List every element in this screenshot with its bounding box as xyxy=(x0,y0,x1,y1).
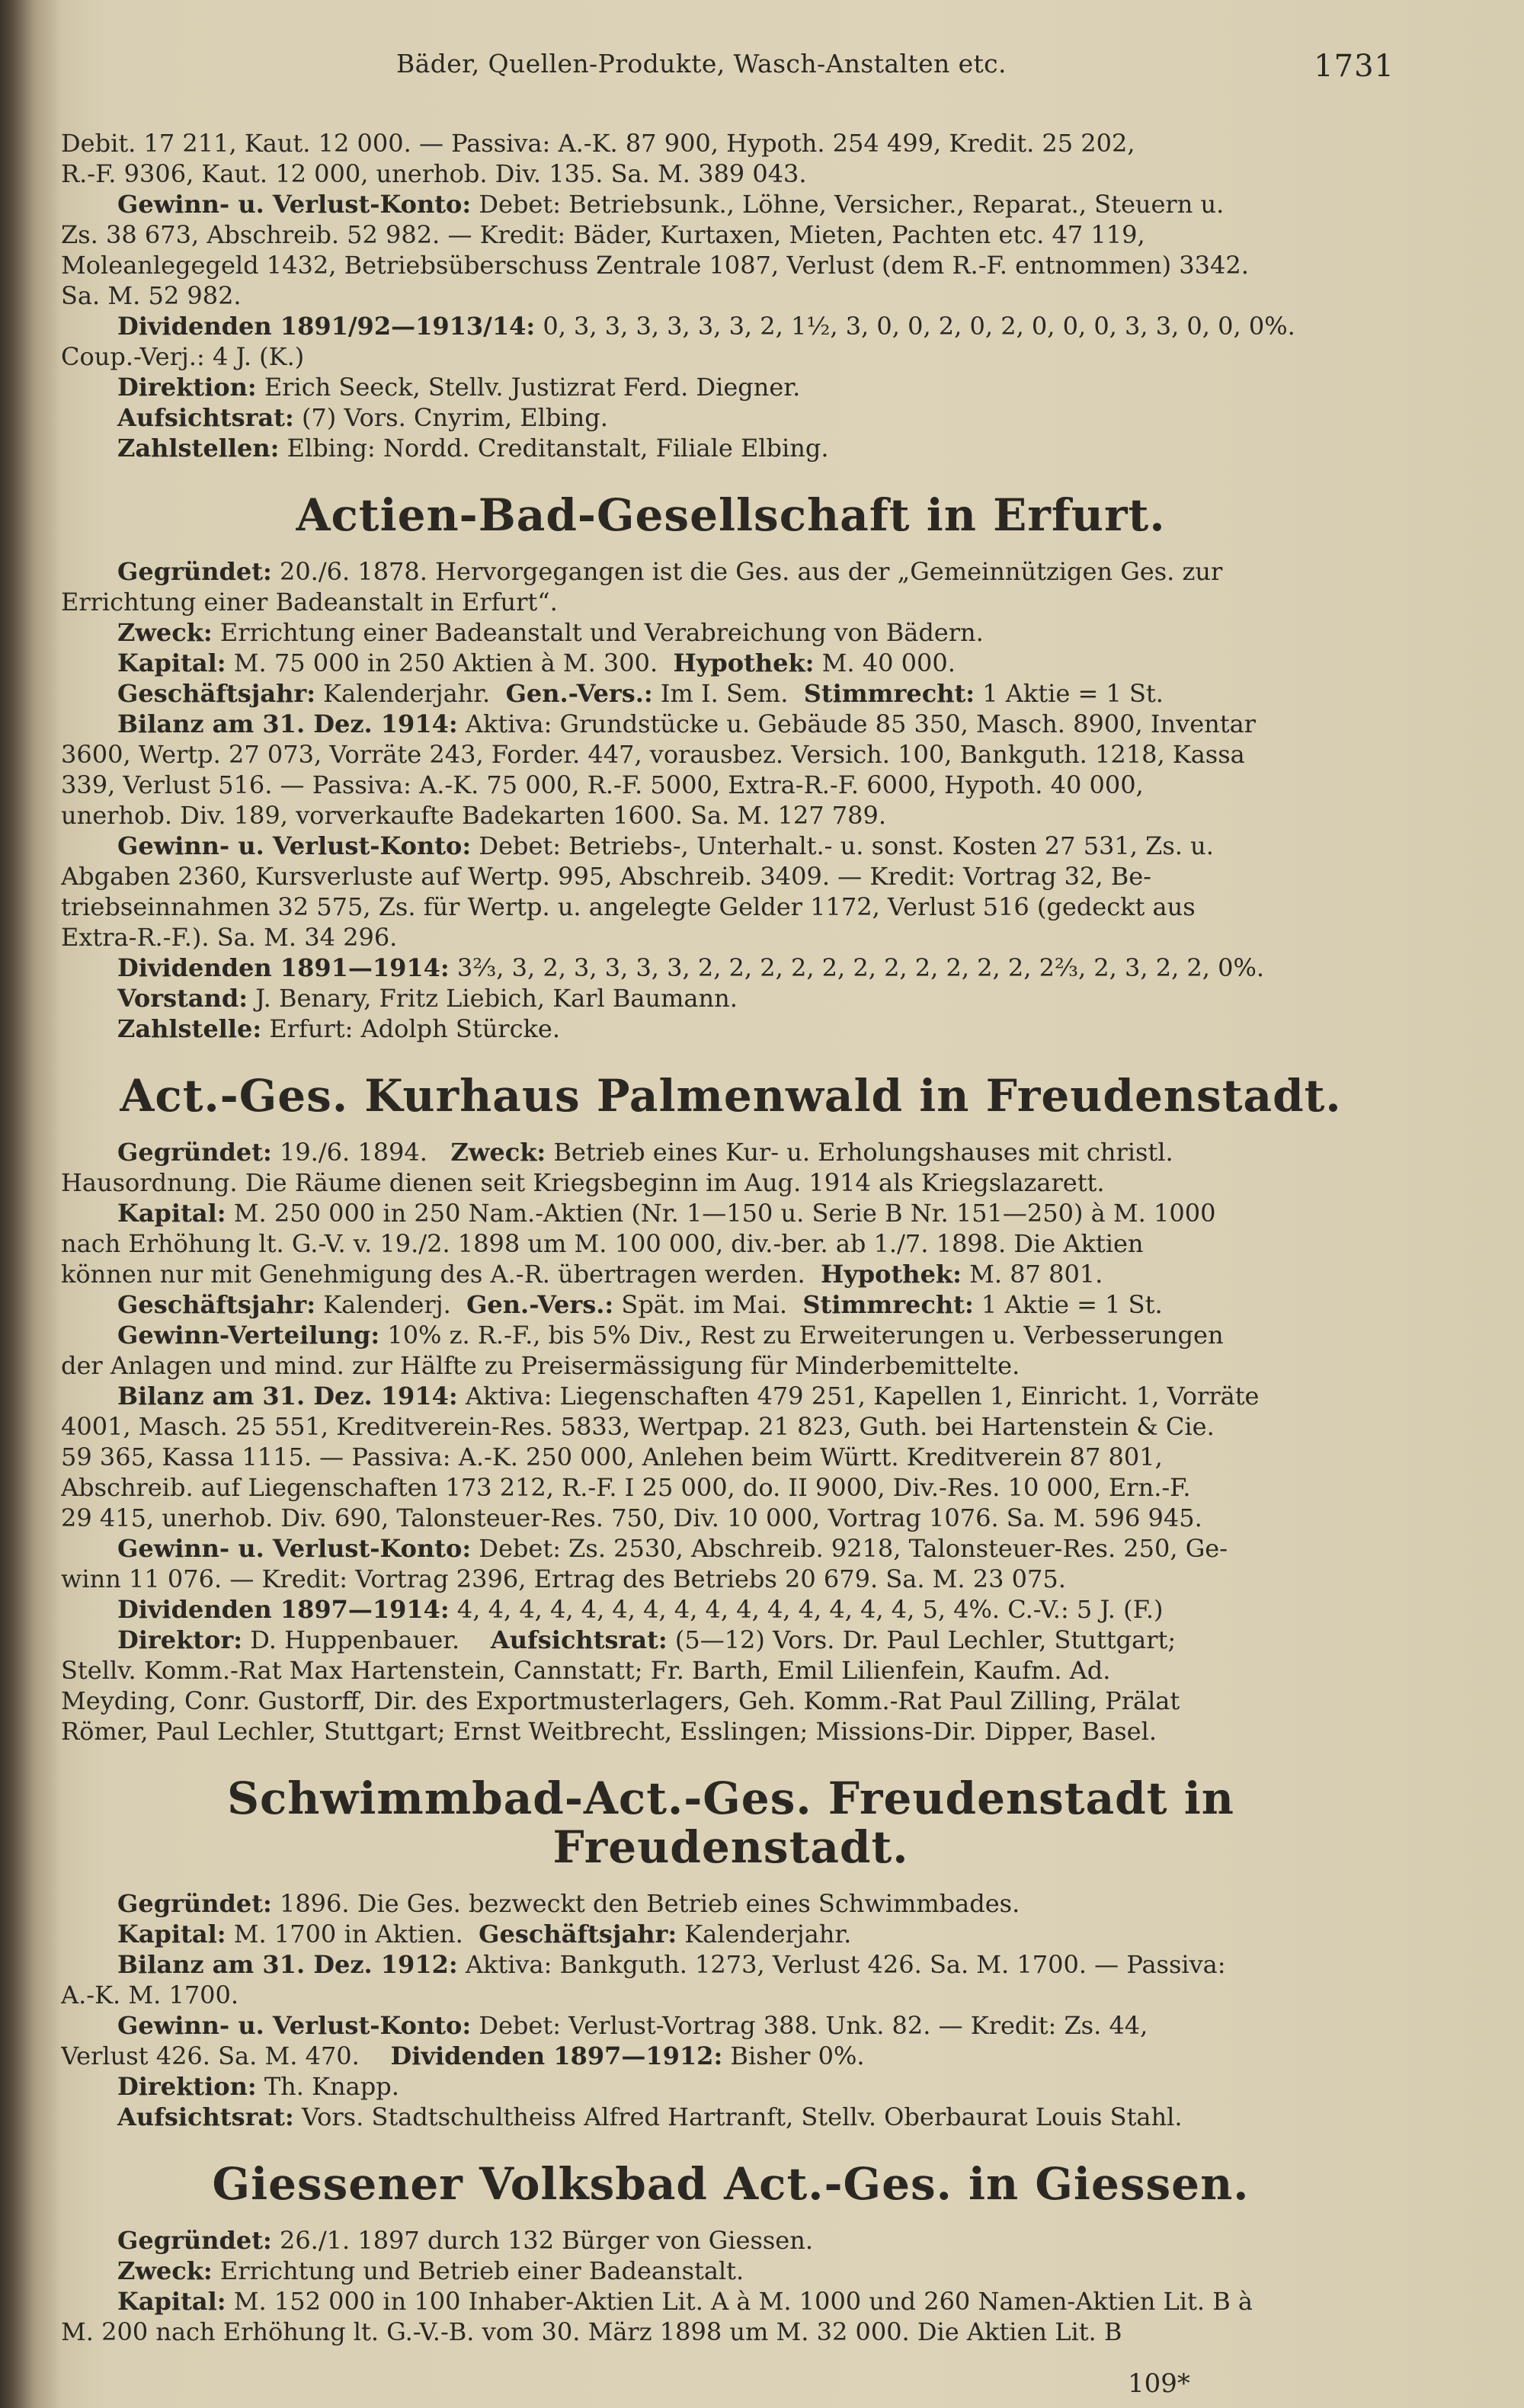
field-label: Dividenden 1897—1914: xyxy=(117,1595,450,1624)
field-label: Geschäftsjahr: xyxy=(117,679,315,708)
field-label: Aufsichtsrat: xyxy=(117,403,294,432)
text-line: R.-F. 9306, Kaut. 12 000, unerhob. Div. 135. Sa. M. 389 043. xyxy=(61,159,807,188)
text-line: 4001, Masch. 25 551, Kreditverein-Res. 5833, Wertpap. 21 823, Guth. bei Hartenstein & Cie. xyxy=(61,1412,1215,1441)
field-label: Gewinn- u. Verlust-Konto: xyxy=(117,190,472,219)
text-line: Vorstand: J. Benary, Fritz Liebich, Karl Baumann. xyxy=(117,984,738,1013)
field-label: Gen.-Vers.: xyxy=(466,1290,614,1319)
field-label: Kapital: xyxy=(117,2287,226,2316)
text-line: Gegründet: 20./6. 1878. Hervorgegangen ist die Ges. aus der „Gemeinnützigen Ges. zur xyxy=(117,557,1223,586)
text-line: Gegründet: 19./6. 1894. Zweck: Betrieb eines Kur- u. Erholungshauses mit christl. xyxy=(117,1138,1173,1167)
text-line: Zs. 38 673, Abschreib. 52 982. — Kredit: Bäder, Kurtaxen, Mieten, Pachten etc. 47 119, xyxy=(61,220,1145,249)
field-label: Zweck: xyxy=(117,2256,213,2285)
field-label: Gen.-Vers.: xyxy=(505,679,653,708)
text-line: Kapital: M. 1700 in Aktien. Geschäftsjahr: Kalenderjahr. xyxy=(117,1920,852,1948)
text-line: Coup.-Verj.: 4 J. (K.) xyxy=(61,342,305,371)
text-line: Kapital: M. 152 000 in 100 Inhaber-Aktien Lit. A à M. 1000 und 260 Namen-Aktien Lit. B à xyxy=(117,2287,1253,2316)
page-body xyxy=(61,128,1401,2347)
page-number: 1731 xyxy=(1314,49,1394,84)
text-line: Gegründet: 1896. Die Ges. bezweckt den Betrieb eines Schwimmbades. xyxy=(117,1889,1020,1918)
text-line: können nur mit Genehmigung des A.-R. übertragen werden. Hypothek: M. 87 801. xyxy=(61,1260,1103,1289)
text-line: Geschäftsjahr: Kalenderj. Gen.-Vers.: Spät. im Mai. Stimmrecht: 1 Aktie = 1 St. xyxy=(117,1290,1163,1319)
field-label: Bilanz am 31. Dez. 1912: xyxy=(117,1950,458,1979)
field-label: Hypothek: xyxy=(673,648,815,677)
text-line: Direktion: Th. Knapp. xyxy=(117,2072,399,2101)
field-label: Gewinn-Verteilung: xyxy=(117,1321,380,1350)
text-line: Zahlstellen: Elbing: Nordd. Creditanstalt, Filiale Elbing. xyxy=(117,434,829,463)
text-line: Kapital: M. 75 000 in 250 Aktien à M. 300. Hypothek: M. 40 000. xyxy=(117,648,956,677)
text-line: Gewinn- u. Verlust-Konto: Debet: Verlust-Vortrag 388. Unk. 82. — Kredit: Zs. 44, xyxy=(117,2011,1148,2040)
entry-kurhaus-palmenwald xyxy=(61,1071,1401,1747)
text-line: 339, Verlust 516. — Passiva: A.-K. 75 000, R.-F. 5000, Extra-R.-F. 6000, Hypoth. 40 000, xyxy=(61,770,1144,799)
text-line: Gewinn- u. Verlust-Konto: Debet: Betriebs-, Unterhalt.- u. sonst. Kosten 27 531, Zs. u. xyxy=(117,831,1214,860)
text-line: A.-K. M. 1700. xyxy=(61,1981,239,2009)
text-line: winn 11 076. — Kredit: Vortrag 2396, Ertrag des Betriebs 20 679. Sa. M. 23 075. xyxy=(61,1564,1066,1593)
text-line: Zahlstelle: Erfurt: Adolph Stürcke. xyxy=(117,1014,561,1043)
field-label: Zahlstelle: xyxy=(117,1014,262,1043)
company-title: Act.-Ges. Kurhaus Palmenwald in Freudenstadt. xyxy=(120,1070,1342,1122)
text-line: Direktion: Erich Seeck, Stellv. Justizrat Ferd. Diegner. xyxy=(117,373,801,402)
text-line: Bilanz am 31. Dez. 1914: Aktiva: Liegenschaften 479 251, Kapellen 1, Einricht. 1, Vorräte xyxy=(117,1382,1260,1411)
text-line: Dividenden 1891—1914: 3⅔, 3, 2, 3, 3, 3, 3, 2, 2, 2, 2, 2, 2, 2, 2, 2, 2, 2, 2⅔, 2, 3, 2, 2, 0%. xyxy=(117,953,1265,982)
field-label: Gewinn- u. Verlust-Konto: xyxy=(117,831,472,860)
company-title: Giessener Volksbad Act.-Ges. in Giessen. xyxy=(212,2158,1250,2210)
entry-schwimmbad-freudenstadt xyxy=(61,1774,1401,2132)
field-label: Zahlstellen: xyxy=(117,434,280,463)
field-label: Geschäftsjahr: xyxy=(479,1920,677,1948)
text-line: Hausordnung. Die Räume dienen seit Kriegsbeginn im Aug. 1914 als Kriegslazarett. xyxy=(61,1168,1105,1197)
field-label: Gewinn- u. Verlust-Konto: xyxy=(117,2011,472,2040)
text-line: Römer, Paul Lechler, Stuttgart; Ernst Weitbrecht, Esslingen; Missions-Dir. Dipper, Basel. xyxy=(61,1717,1157,1746)
text-line: Verlust 426. Sa. M. 470. Dividenden 1897—1912: Bisher 0%. xyxy=(61,2041,865,2070)
text-line: Dividenden 1897—1914: 4, 4, 4, 4, 4, 4, 4, 4, 4, 4, 4, 4, 4, 4, 4, 5, 4%. C.-V.: 5 J. (F.) xyxy=(117,1595,1164,1624)
text-line: Geschäftsjahr: Kalenderjahr. Gen.-Vers.: Im I. Sem. Stimmrecht: 1 Aktie = 1 St. xyxy=(117,679,1164,708)
field-label: Gegründet: xyxy=(117,557,272,586)
field-label: Aufsichtsrat: xyxy=(490,1625,668,1654)
text-line: triebseinnahmen 32 575, Zs. für Wertp. u. angelegte Gelder 1172, Verlust 516 (gedeckt aus xyxy=(61,892,1196,921)
text-line: Extra-R.-F.). Sa. M. 34 296. xyxy=(61,923,398,952)
company-title: Schwimmbad-Act.-Ges. Freudenstadt in Freudenstadt. xyxy=(227,1772,1234,1873)
text-line: 59 365, Kassa 1115. — Passiva: A.-K. 250 000, Anlehen beim Württ. Kreditverein 87 801, xyxy=(61,1443,1163,1471)
field-label: Kapital: xyxy=(117,648,226,677)
text-line: Dividenden 1891/92—1913/14: 0, 3, 3, 3, 3, 3, 3, 2, 1½, 3, 0, 0, 2, 0, 2, 0, 0, 0, 3, 3, 0, 0, 0%. xyxy=(117,312,1295,341)
text-line: Aufsichtsrat: Vors. Stadtschultheiss Alfred Hartranft, Stellv. Oberbaurat Louis Stahl. xyxy=(117,2102,1183,2131)
text-line: Zweck: Errichtung und Betrieb einer Badeanstalt. xyxy=(117,2256,744,2285)
printer-signature: 109* xyxy=(1128,2368,1190,2399)
entry-giessener-volksbad xyxy=(61,2160,1401,2347)
text-line: Gegründet: 26./1. 1897 durch 132 Bürger von Giessen. xyxy=(117,2226,814,2255)
field-label: Zweck: xyxy=(117,618,213,647)
field-label: Dividenden 1891—1914: xyxy=(117,953,450,982)
text-line: Abschreib. auf Liegenschaften 173 212, R.-F. I 25 000, do. II 9000, Div.-Res. 10 000, Ern.-F. xyxy=(61,1473,1191,1502)
text-line: Aufsichtsrat: (7) Vors. Cnyrim, Elbing. xyxy=(117,403,608,432)
field-label: Direktion: xyxy=(117,2072,257,2101)
text-line: Bilanz am 31. Dez. 1914: Aktiva: Grundstücke u. Gebäude 85 350, Masch. 8900, Inventar xyxy=(117,709,1256,738)
field-label: Stimmrecht: xyxy=(803,679,975,708)
field-label: Bilanz am 31. Dez. 1914: xyxy=(117,1382,458,1411)
company-title: Actien-Bad-Gesellschaft in Erfurt. xyxy=(296,489,1166,541)
text-line: Stellv. Komm.-Rat Max Hartenstein, Cannstatt; Fr. Barth, Emil Lilienfein, Kaufm. Ad. xyxy=(61,1656,1111,1685)
entry-erfurt xyxy=(61,491,1401,1044)
text-line: Abgaben 2360, Kursverluste auf Wertp. 995, Abschreib. 3409. — Kredit: Vortrag 32, Be- xyxy=(61,862,1151,891)
text-line: 29 415, unerhob. Div. 690, Talonsteuer-Res. 750, Div. 10 000, Vortrag 1076. Sa. M. 596 945. xyxy=(61,1503,1202,1532)
field-label: Geschäftsjahr: xyxy=(117,1290,315,1319)
text-line: Sa. M. 52 982. xyxy=(61,281,242,310)
field-label: Kapital: xyxy=(117,1199,226,1228)
text-line: 3600, Wertp. 27 073, Vorräte 243, Forder. 447, vorausbez. Versich. 100, Bankguth. 1218, Kassa xyxy=(61,740,1245,769)
field-label: Dividenden 1897—1912: xyxy=(390,2041,723,2070)
field-label: Kapital: xyxy=(117,1920,226,1948)
field-label: Gewinn- u. Verlust-Konto: xyxy=(117,1534,472,1563)
field-label: Gegründet: xyxy=(117,1889,272,1918)
text-line: Zweck: Errichtung einer Badeanstalt und Verabreichung von Bädern. xyxy=(117,618,984,647)
entry-continuation xyxy=(61,128,1401,463)
field-label: Direktor: xyxy=(117,1625,243,1654)
field-label: Gegründet: xyxy=(117,2226,272,2255)
text-line: Moleanlegegeld 1432, Betriebsüberschuss Zentrale 1087, Verlust (dem R.-F. entnommen) 3342. xyxy=(61,251,1249,280)
page-header xyxy=(0,49,1524,94)
field-label: Direktion: xyxy=(117,373,257,402)
text-line: Gewinn- u. Verlust-Konto: Debet: Zs. 2530, Abschreib. 9218, Talonsteuer-Res. 250, Ge- xyxy=(117,1534,1228,1563)
text-line: Errichtung einer Badeanstalt in Erfurt“. xyxy=(61,588,558,616)
text-line: Meyding, Conr. Gustorff, Dir. des Exportmusterlagers, Geh. Komm.-Rat Paul Zilling, Prälat xyxy=(61,1686,1180,1715)
field-label: Gegründet: xyxy=(117,1138,272,1167)
field-label: Bilanz am 31. Dez. 1914: xyxy=(117,709,458,738)
text-line: Debit. 17 211, Kaut. 12 000. — Passiva: A.-K. 87 900, Hypoth. 254 499, Kredit. 25 202, xyxy=(61,129,1135,158)
field-label: Hypothek: xyxy=(820,1260,962,1289)
running-head: Bäder, Quellen-Produkte, Wasch-Anstalten etc. xyxy=(396,49,1007,78)
text-line: nach Erhöhung lt. G.-V. v. 19./2. 1898 um M. 100 000, div.-ber. ab 1./7. 1898. Die Aktien xyxy=(61,1229,1144,1258)
text-line: M. 200 nach Erhöhung lt. G.-V.-B. vom 30. März 1898 um M. 32 000. Die Aktien Lit. B xyxy=(61,2317,1122,2346)
text-line: Gewinn-Verteilung: 10% z. R.-F., bis 5% Div., Rest zu Erweiterungen u. Verbesserungen xyxy=(117,1321,1224,1350)
text-line: Kapital: M. 250 000 in 250 Nam.-Aktien (Nr. 1—150 u. Serie B Nr. 151—250) à M. 1000 xyxy=(117,1199,1216,1228)
text-line: der Anlagen und mind. zur Hälfte zu Preisermässigung für Minderbemittelte. xyxy=(61,1351,1020,1380)
text-line: Bilanz am 31. Dez. 1912: Aktiva: Bankguth. 1273, Verlust 426. Sa. M. 1700. — Passiva: xyxy=(117,1950,1226,1979)
field-label: Vorstand: xyxy=(117,984,248,1013)
field-label: Aufsichtsrat: xyxy=(117,2102,294,2131)
text-line: Direktor: D. Huppenbauer. Aufsichtsrat: (5—12) Vors. Dr. Paul Lechler, Stuttgart; xyxy=(117,1625,1177,1654)
text-line: unerhob. Div. 189, vorverkaufte Badekarten 1600. Sa. M. 127 789. xyxy=(61,801,887,830)
field-label: Stimmrecht: xyxy=(802,1290,974,1319)
field-label: Zweck: xyxy=(450,1138,546,1167)
text-line: Gewinn- u. Verlust-Konto: Debet: Betriebsunk., Löhne, Versicher., Reparat., Steuern u. xyxy=(117,190,1225,219)
field-label: Dividenden 1891/92—1913/14: xyxy=(117,312,536,341)
